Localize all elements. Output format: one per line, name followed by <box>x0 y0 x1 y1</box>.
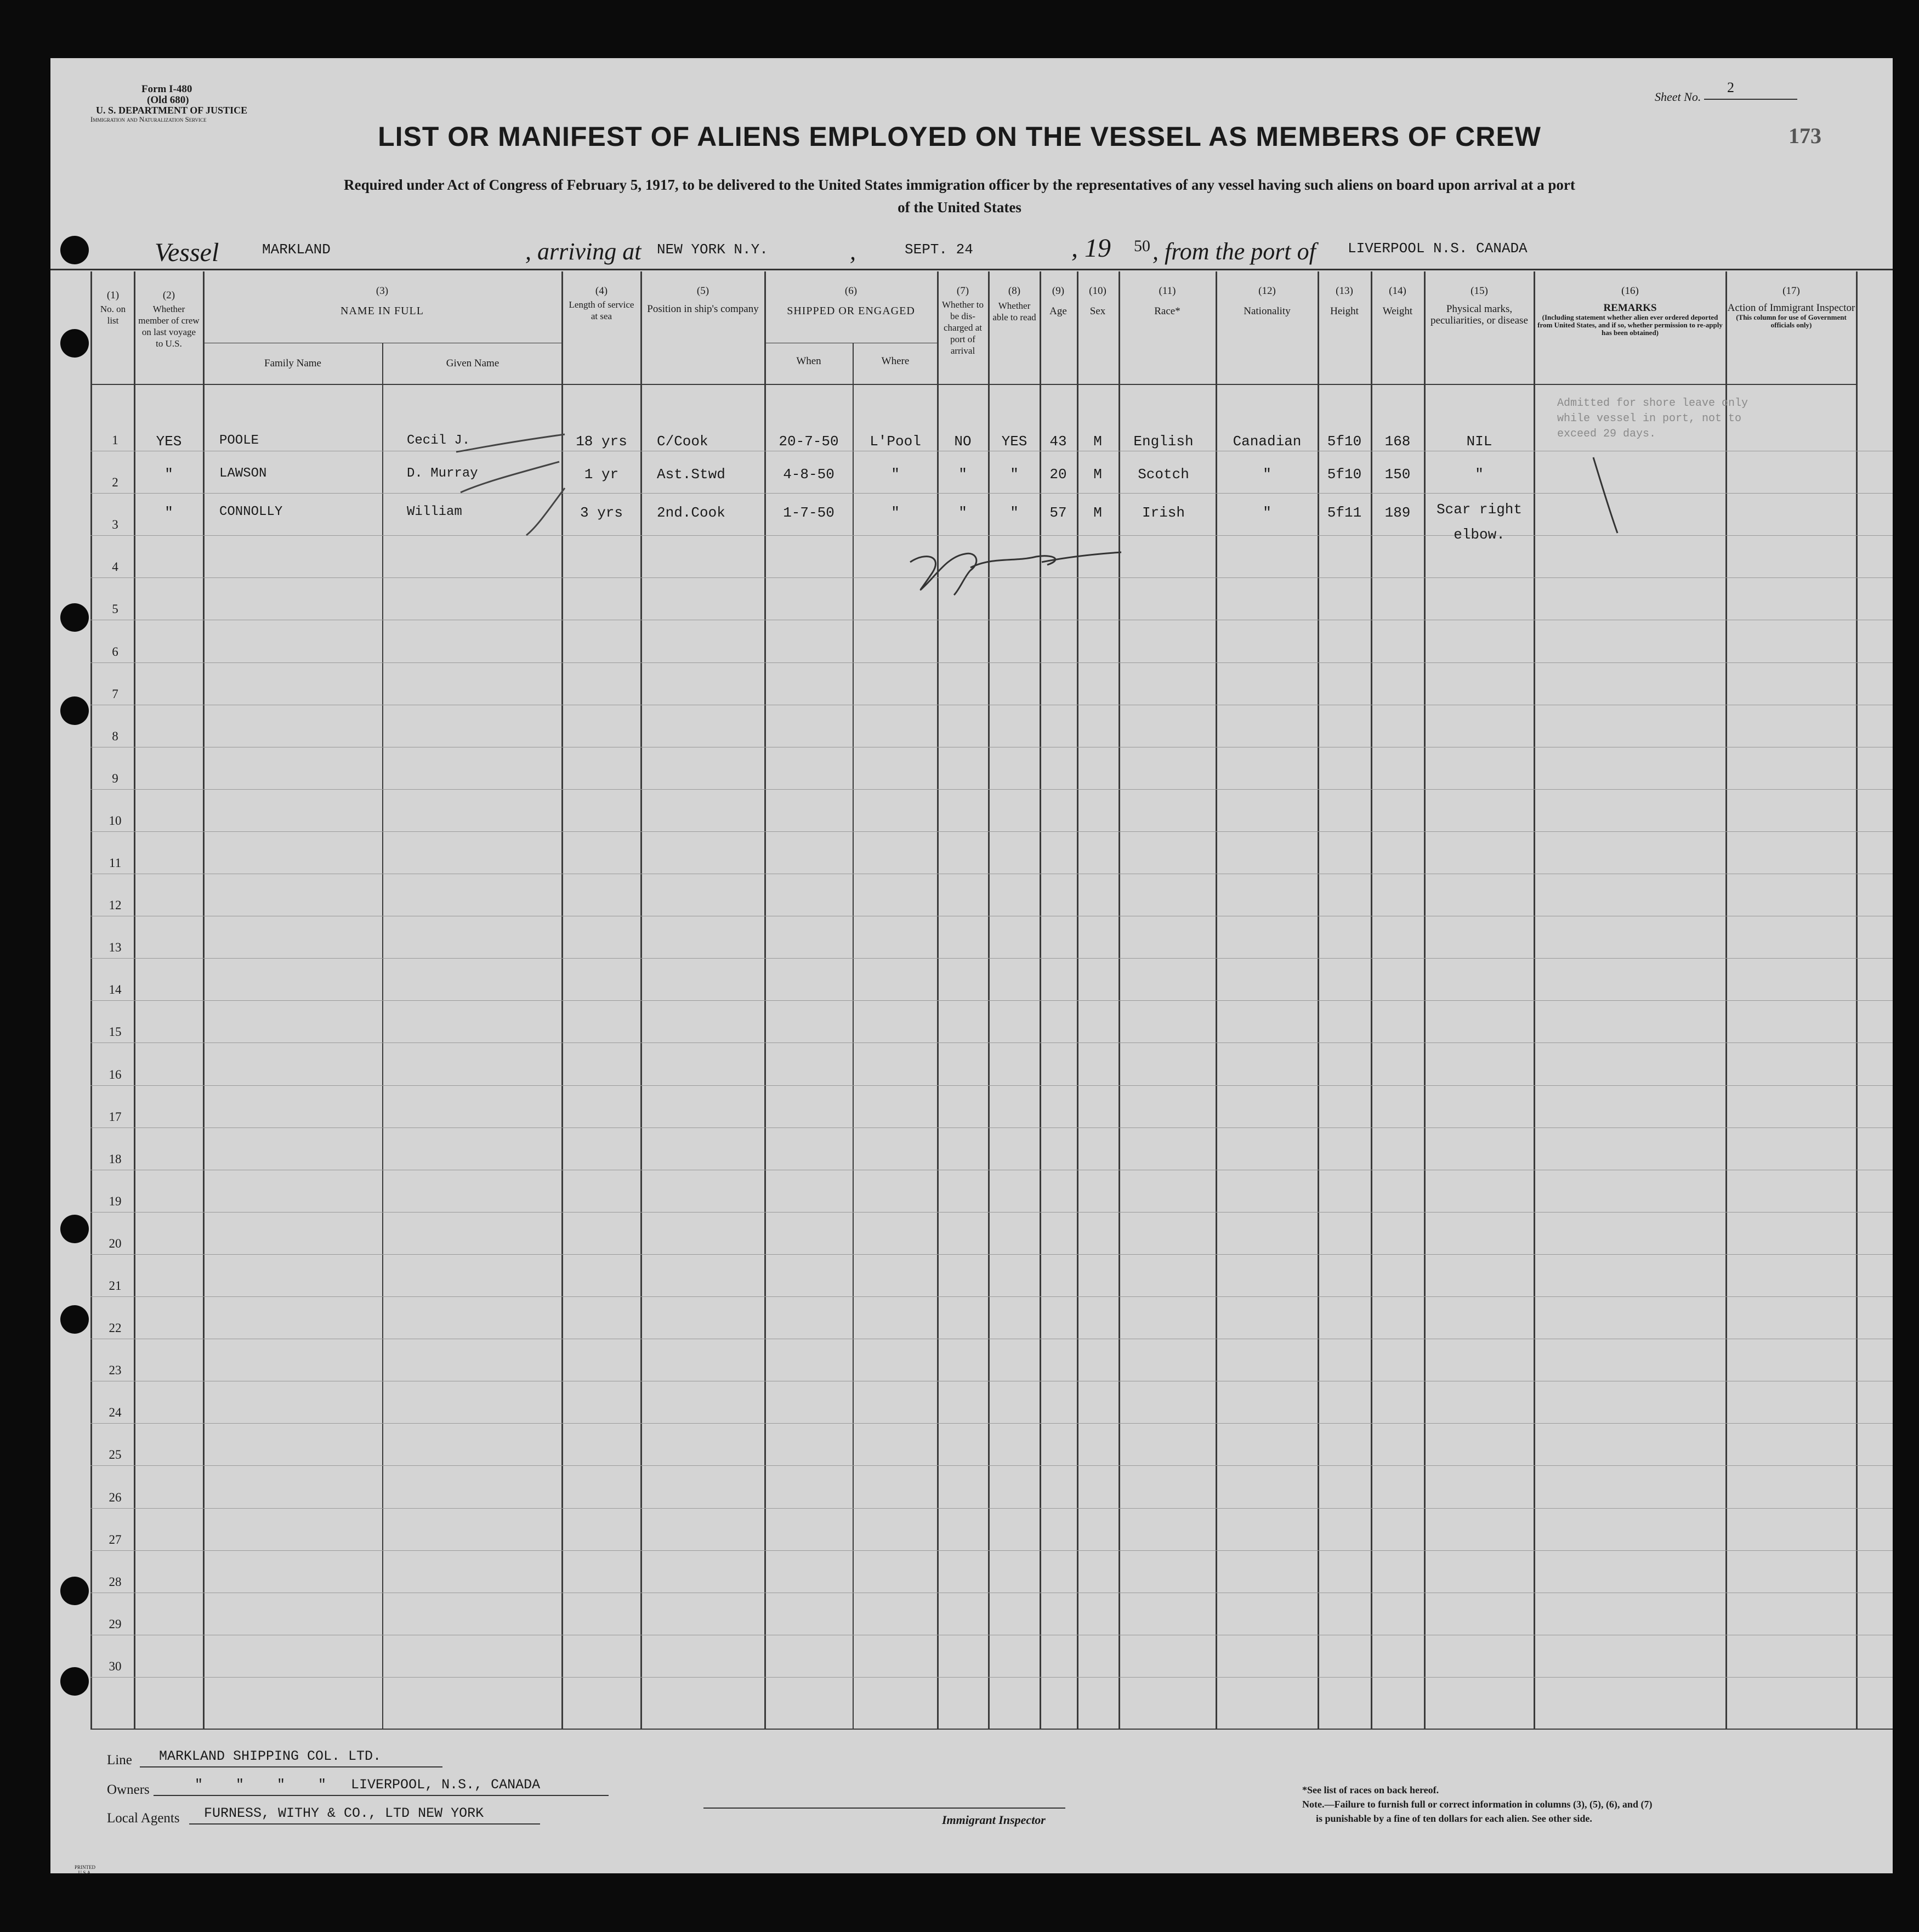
row-number: 10 <box>109 814 122 828</box>
punch-hole <box>60 696 89 725</box>
cell-family: CONNOLLY <box>219 505 283 519</box>
cell-discharged: " <box>958 505 967 521</box>
department: U. S. DEPARTMENT OF JUSTICE <box>96 105 248 116</box>
row-number: 20 <box>109 1237 122 1250</box>
cell-where: " <box>891 505 900 521</box>
cell-marks: " <box>1475 466 1484 483</box>
punch-hole <box>60 329 89 358</box>
row-number: 14 <box>109 983 122 996</box>
line-label: Line <box>107 1753 132 1767</box>
row-number: 29 <box>109 1617 122 1631</box>
agents-underline <box>189 1823 540 1825</box>
row-number: 21 <box>109 1279 122 1293</box>
cell-read: YES <box>1001 433 1027 450</box>
vessel-line-underline <box>50 269 1893 270</box>
row-rule <box>90 1296 1893 1297</box>
cell-given: Cecil J. <box>407 433 470 448</box>
owners-value: " " " " LIVERPOOL, N.S., CANADA <box>195 1777 541 1793</box>
col9-header: (9) Age <box>1049 285 1067 317</box>
arrival-date: SEPT. 24 <box>905 241 973 258</box>
cell-when: 20-7-50 <box>779 433 839 450</box>
cell-given: D. Murray <box>407 466 478 481</box>
row-number: 19 <box>109 1194 122 1208</box>
row-number: 12 <box>109 898 122 912</box>
row-number: 17 <box>109 1110 122 1124</box>
cell-weight: 189 <box>1384 505 1411 521</box>
check-marks <box>450 428 570 537</box>
cell-position: 2nd.Cook <box>657 505 725 521</box>
cell-age: 43 <box>1049 433 1067 450</box>
row-number: 3 <box>112 518 118 531</box>
agents-label: Local Agents <box>107 1811 180 1826</box>
cell-height: 5f10 <box>1327 466 1362 483</box>
col3b-header: Given Name <box>446 358 499 369</box>
vessel-label: Vessel <box>155 238 219 267</box>
cell-marks2: elbow. <box>1454 526 1505 543</box>
sheet-number: 2 <box>1727 80 1734 95</box>
year-prefix: , 19 <box>1071 234 1111 263</box>
sheet-no-underline <box>1704 99 1797 100</box>
col8-header: (8) Whether able to read <box>992 285 1036 322</box>
row-number: 4 <box>112 560 118 574</box>
cell-family: POOLE <box>219 433 259 448</box>
departure-port: LIVERPOOL N.S. CANADA <box>1348 240 1528 257</box>
year: 50 <box>1134 237 1150 255</box>
form-number: Form I-480 <box>141 83 192 95</box>
col6a-header: When <box>796 355 821 367</box>
col10-header: (10) Sex <box>1089 285 1106 317</box>
line-underline <box>140 1766 442 1767</box>
cell-family: LAWSON <box>219 466 267 481</box>
cell-service: 3 yrs <box>580 505 623 521</box>
col14-header: (14) Weight <box>1382 285 1413 317</box>
races-note: *See list of races on back hereof. <box>1302 1784 1439 1795</box>
col2-header: (2) Whether member of crew on last voyage to U.S. <box>138 290 200 349</box>
col12-header: (12) Nationality <box>1244 285 1291 317</box>
cell-weight: 150 <box>1384 466 1411 483</box>
row-number: 28 <box>109 1575 122 1589</box>
cell-marks: NIL <box>1466 433 1492 450</box>
col3-header: (3) NAME IN FULL <box>340 285 424 317</box>
row-rule <box>90 958 1893 959</box>
row-rule <box>90 1254 1893 1255</box>
cell-where: " <box>891 466 900 483</box>
inspector-label: Immigrant Inspector <box>942 1813 1046 1827</box>
cell-nationality: " <box>1263 505 1271 521</box>
row-number: 8 <box>112 729 118 743</box>
row-number: 24 <box>109 1406 122 1419</box>
cell-weight: 168 <box>1384 433 1411 450</box>
inspector-initials <box>905 540 1124 600</box>
row-number: 16 <box>109 1068 122 1081</box>
cell-sex: M <box>1093 505 1102 521</box>
cell-sex: M <box>1093 466 1102 483</box>
row-number: 9 <box>112 772 118 785</box>
penalty-note: Note.—Failure to furnish full or correct information in columns (3), (5), (6), and (7) <box>1302 1799 1653 1810</box>
owners-underline <box>154 1795 609 1796</box>
cell-height: 5f11 <box>1327 505 1362 521</box>
col11-header: (11) Race* <box>1154 285 1180 317</box>
line-value: MARKLAND SHIPPING COL. LTD. <box>159 1748 382 1764</box>
cell-height: 5f10 <box>1327 433 1362 450</box>
row-number: 6 <box>112 645 118 659</box>
row-number: 7 <box>112 687 118 701</box>
row-number: 27 <box>109 1533 122 1546</box>
cell-nationality: " <box>1263 466 1271 483</box>
cell-service: 18 yrs <box>576 433 627 450</box>
cell-last-voyage: " <box>164 505 173 521</box>
row-number: 5 <box>112 602 118 616</box>
cell-read: " <box>1010 466 1019 483</box>
punch-hole <box>60 1215 89 1243</box>
cell-service: 1 yr <box>584 466 619 483</box>
row-number: 1 <box>112 433 118 447</box>
cell-last-voyage: YES <box>156 433 182 450</box>
comma: , <box>850 238 856 265</box>
row-number: 22 <box>109 1321 122 1335</box>
cell-when: 4-8-50 <box>783 466 834 483</box>
cell-last-voyage: " <box>164 466 173 483</box>
col17-header: (17) Action of Immigrant Inspector (This column for use of Government officials only) <box>1727 285 1855 329</box>
col13-header: (13) Height <box>1330 285 1359 317</box>
penalty-note-2: is punishable by a fine of ten dollars for each alien. See other side. <box>1316 1813 1592 1824</box>
col6-header: (6) SHIPPED OR ENGAGED <box>787 285 915 317</box>
punch-hole <box>60 1305 89 1334</box>
row-rule <box>90 1508 1893 1509</box>
punch-hole <box>60 236 89 264</box>
row-number: 26 <box>109 1491 122 1504</box>
row-rule <box>90 831 1893 832</box>
row-rule <box>90 1550 1893 1551</box>
row-rule <box>90 662 1893 663</box>
row-rule <box>90 1000 1893 1001</box>
cell-position: C/Cook <box>657 433 708 450</box>
cell-where: L'Pool <box>870 433 921 450</box>
sheet-label: Sheet No. <box>1655 90 1701 104</box>
cell-read: " <box>1010 505 1019 521</box>
cell-marks: Scar right <box>1436 501 1523 518</box>
agents-value: FURNESS, WITHY & CO., LTD NEW YORK <box>204 1805 484 1821</box>
arriving-label: , arriving at <box>525 238 641 265</box>
cell-position: Ast.Stwd <box>657 466 725 483</box>
row-rule <box>90 1212 1893 1213</box>
page-title: LIST OR MANIFEST OF ALIENS EMPLOYED ON THE VESSEL AS MEMBERS OF CREW <box>378 121 1541 152</box>
cell-sex: M <box>1093 433 1102 450</box>
row-rule <box>90 1677 1893 1678</box>
col7-header: (7) Whether to be dis-charged at port of arrival <box>942 285 984 356</box>
subtitle-2: of the United States <box>898 199 1021 216</box>
row-rule <box>90 1465 1893 1466</box>
owners-label: Owners <box>107 1782 150 1797</box>
inspector-signature-line <box>703 1808 1065 1809</box>
row-number: 15 <box>109 1025 122 1039</box>
col3a-header: Family Name <box>264 358 321 369</box>
row-number: 23 <box>109 1363 122 1377</box>
row-rule <box>90 1085 1893 1086</box>
col1-header: (1) No. on list <box>100 290 126 326</box>
subtitle: Required under Act of Congress of February 5, 1917, to be delivered to the United States immigration officer by the representatives of any vessel having such aliens on board upon arrival at a port <box>344 177 1575 193</box>
col4-header: (4) Length of service at sea <box>569 285 634 321</box>
cell-given: William <box>407 505 462 519</box>
service: Immigration and Naturalization Service <box>90 115 207 123</box>
col15-header: (15) Physical marks, peculiarities, or disease <box>1430 285 1528 326</box>
row-number: 25 <box>109 1448 122 1461</box>
col6b-header: Where <box>881 355 910 367</box>
row-number: 2 <box>112 475 118 489</box>
remarks-stamp: Admitted for shore leave only while vessel in port, not to exceed 29 days. <box>1557 397 1748 440</box>
row-number: 13 <box>109 940 122 954</box>
from-label: , from the port of <box>1152 238 1316 265</box>
row-rule <box>90 789 1893 790</box>
printer-mark: PRINTED U.S.A. <box>75 1865 95 1876</box>
cell-race: English <box>1133 433 1194 450</box>
page-stamp: 173 <box>1789 123 1821 148</box>
vessel-name: MARKLAND <box>262 241 331 258</box>
punch-hole <box>60 1667 89 1696</box>
cell-discharged: " <box>958 466 967 483</box>
punch-hole <box>60 603 89 632</box>
remarks-stroke <box>1590 455 1623 537</box>
cell-age: 20 <box>1049 466 1067 483</box>
row-rule <box>90 1423 1893 1424</box>
row-number: 11 <box>109 856 122 870</box>
arriving-port: NEW YORK N.Y. <box>657 241 768 258</box>
cell-when: 1-7-50 <box>783 505 834 521</box>
form-old-number: (Old 680) <box>147 94 189 106</box>
row-number: 30 <box>109 1659 122 1673</box>
col16-header: (16) REMARKS (Including statement whether alien ever ordered deported from United States, and if so, whether permission to re-apply has been obtained) <box>1537 285 1723 337</box>
col5-header: (5) Position in ship's company <box>647 285 759 315</box>
punch-hole <box>60 1577 89 1605</box>
cell-race: Irish <box>1142 505 1185 521</box>
cell-nationality: Canadian <box>1233 433 1302 450</box>
cell-discharged: NO <box>954 433 972 450</box>
row-number: 18 <box>109 1152 122 1166</box>
cell-age: 57 <box>1049 505 1067 521</box>
cell-race: Scotch <box>1138 466 1189 483</box>
